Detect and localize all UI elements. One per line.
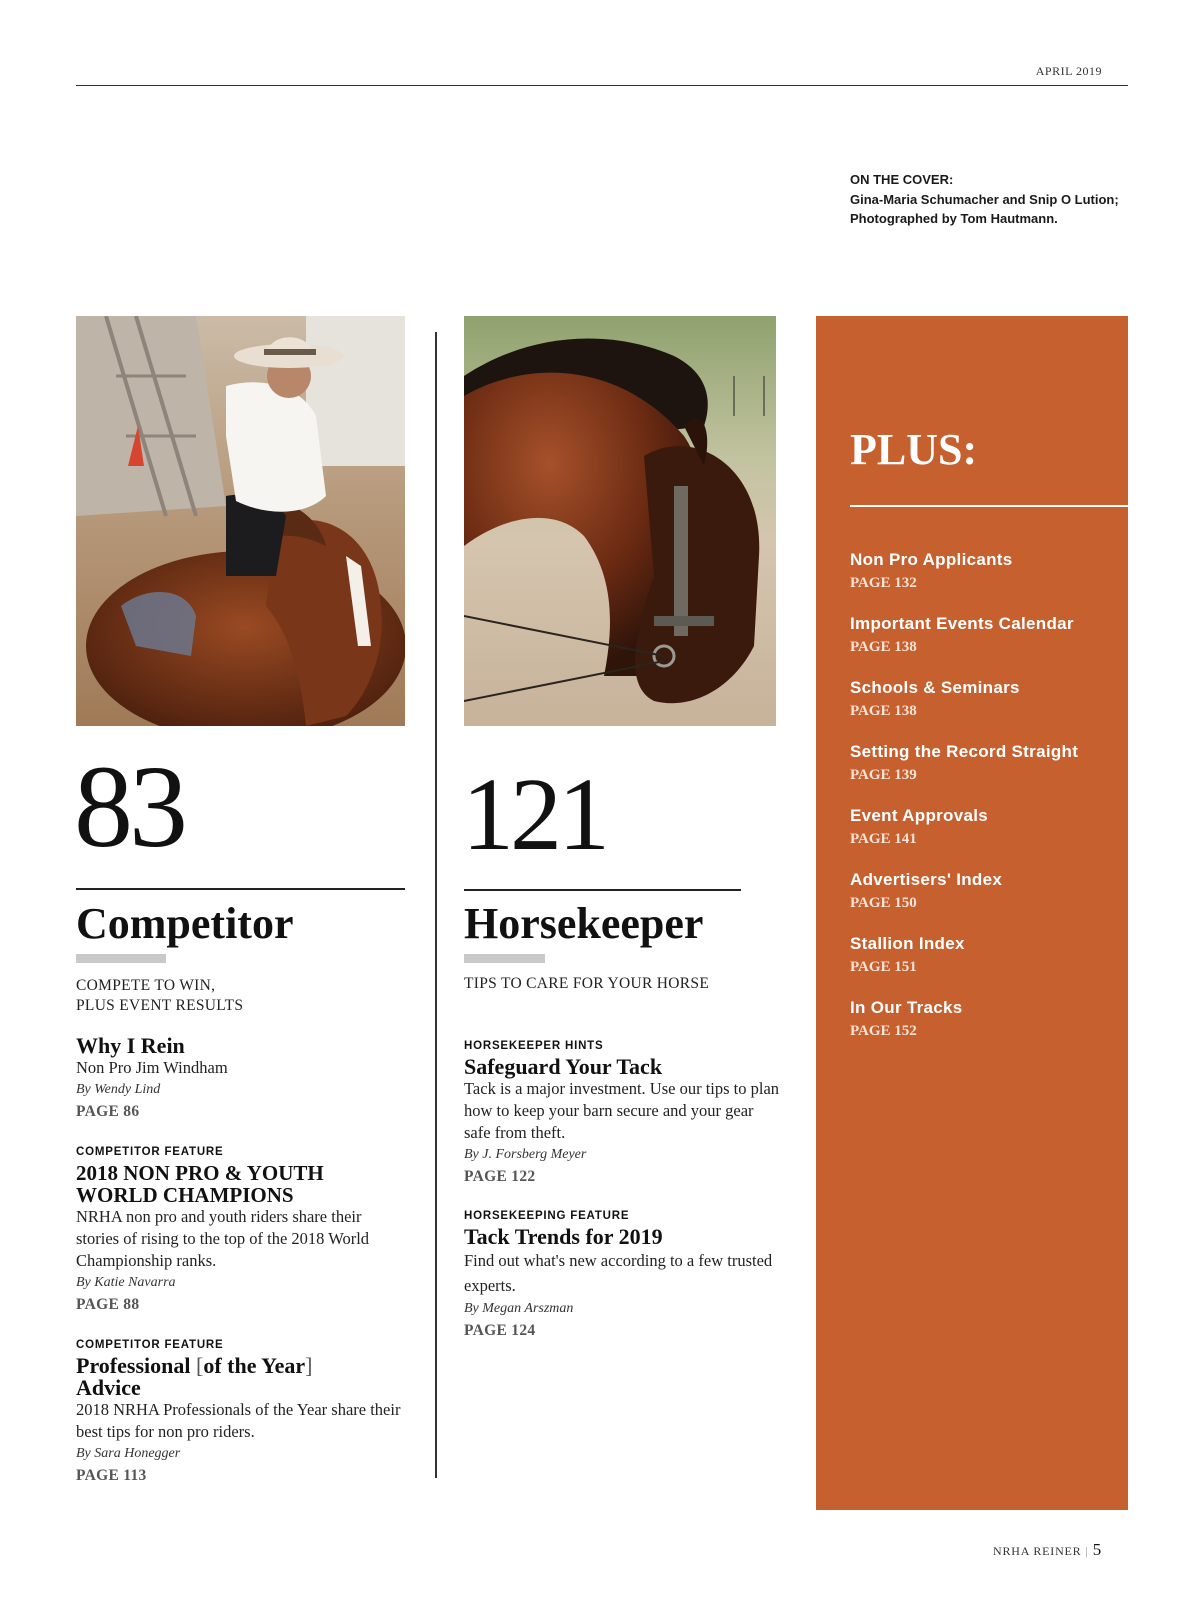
article-title[interactable] [76,1162,406,1206]
plus-item-name[interactable]: Advertisers' Index [850,870,1003,889]
competitor-desc-line1: COMPETE TO WIN, [76,977,216,994]
article-page[interactable]: PAGE 86 [76,1103,140,1120]
plus-item[interactable] [850,996,1100,1041]
plus-item-page[interactable]: PAGE 152 [850,1023,917,1039]
article-byline: By Sara Honegger [76,1446,181,1461]
title-part: Professional [76,1353,196,1378]
plus-item[interactable] [850,548,1100,593]
plus-item-page[interactable]: PAGE 139 [850,767,917,783]
competitor-photo [76,316,405,726]
footer-separator: | [1085,1544,1089,1558]
article-title-line1 [76,1355,406,1377]
plus-item-name[interactable]: Schools & Seminars [850,678,1020,697]
cover-note-line1: Gina-Maria Schumacher and Snip O Lution; [850,191,1119,207]
title-bracket-open: [ [195,1353,204,1378]
article-title[interactable]: Safeguard Your Tack [464,1054,663,1079]
article-kicker: HORSEKEEPER HINTS [464,1040,604,1052]
competitor-section-title: Competitor [76,899,294,948]
cover-note-label: ON THE COVER: [850,172,954,187]
plus-item[interactable] [850,932,1100,977]
plus-item-name[interactable]: Stallion Index [850,934,965,953]
competitor-section-description [76,976,376,1016]
plus-item[interactable] [850,612,1100,657]
article-page[interactable]: PAGE 88 [76,1296,140,1313]
competitor-section-number: 83 [74,741,184,872]
footer-page-number: 5 [1092,1540,1102,1559]
column-divider [435,332,437,1478]
article-title-line1: 2018 NON PRO & YOUTH [76,1161,324,1185]
article-summary: Tack is a major investment. Use our tips to plan how to keep your barn secure and your gear safe from theft. [464,1079,780,1142]
plus-item-name[interactable]: Setting the Record Straight [850,742,1079,761]
cover-note [850,170,1150,229]
article-summary: NRHA non pro and youth riders share their stories of rising to the top of the 2018 World Championship ranks. [76,1207,370,1270]
article-byline: By Wendy Lind [76,1082,161,1097]
competitor-rule [76,888,405,890]
plus-item[interactable] [850,804,1100,849]
plus-item-page[interactable]: PAGE 150 [850,895,917,911]
top-rule [76,85,1128,86]
article-tack-trends[interactable] [464,1209,784,1342]
article-title[interactable]: Tack Trends for 2019 [464,1224,663,1249]
article-professional-advice[interactable] [76,1338,406,1487]
article-page[interactable]: PAGE 122 [464,1168,536,1185]
issue-date: APRIL 2019 [1035,64,1102,78]
horsekeeper-section-description: TIPS TO CARE FOR YOUR HORSE [464,975,710,992]
article-title[interactable] [76,1355,406,1399]
rider-on-reining-horse-photo [76,316,405,726]
article-why-i-rein[interactable] [76,1035,406,1123]
plus-title: PLUS: [850,425,978,474]
plus-item[interactable] [850,740,1100,785]
horsekeeper-photo [464,316,776,726]
article-byline: By Katie Navarra [76,1275,176,1290]
article-kicker: COMPETITOR FEATURE [76,1339,224,1351]
article-summary: 2018 NRHA Professionals of the Year share their best tips for non pro riders. [76,1400,401,1441]
plus-rule [850,505,1128,507]
article-title[interactable]: Why I Rein [76,1033,185,1058]
plus-item-name[interactable]: Non Pro Applicants [850,550,1013,569]
article-kicker: COMPETITOR FEATURE [76,1146,224,1158]
article-page[interactable]: PAGE 113 [76,1467,147,1484]
page-footer [993,1540,1102,1560]
plus-item-page[interactable]: PAGE 141 [850,831,917,847]
title-part: of the Year [203,1353,306,1378]
plus-item-name[interactable]: Event Approvals [850,806,989,825]
plus-item-name[interactable]: In Our Tracks [850,998,963,1017]
article-page[interactable]: PAGE 124 [464,1322,536,1339]
article-safeguard-your-tack[interactable] [464,1039,784,1188]
footer-publication: NRHA REINER [993,1544,1082,1558]
article-world-champions[interactable] [76,1145,406,1316]
horsekeeper-section-number: 121 [462,757,606,872]
plus-item[interactable] [850,676,1100,721]
article-title-line2: Advice [76,1375,141,1400]
plus-item-name[interactable]: Important Events Calendar [850,614,1074,633]
plus-item-page[interactable]: PAGE 132 [850,575,917,591]
plus-item-page[interactable]: PAGE 151 [850,959,917,975]
plus-list [850,548,1100,1060]
competitor-accent-bar [76,954,166,963]
article-title-line2: WORLD CHAMPIONS [76,1183,294,1207]
article-summary: Non Pro Jim Windham [76,1058,228,1077]
title-bracket-close: ] [305,1353,313,1378]
article-byline: By Megan Arszman [464,1301,574,1316]
article-byline: By J. Forsberg Meyer [464,1147,587,1162]
cover-note-line2: Photographed by Tom Hautmann. [850,211,1058,226]
bay-horse-head-with-bridle-photo [464,316,776,726]
article-summary: Find out what's new according to a few trusted experts. [464,1251,773,1295]
plus-item-page[interactable]: PAGE 138 [850,639,917,655]
horsekeeper-section-title: Horsekeeper [464,899,704,948]
horsekeeper-rule [464,889,741,891]
plus-item[interactable] [850,868,1100,913]
horsekeeper-accent-bar [464,954,545,963]
plus-item-page[interactable]: PAGE 138 [850,703,917,719]
competitor-desc-line2: PLUS EVENT RESULTS [76,997,244,1014]
article-kicker: HORSEKEEPING FEATURE [464,1210,630,1222]
